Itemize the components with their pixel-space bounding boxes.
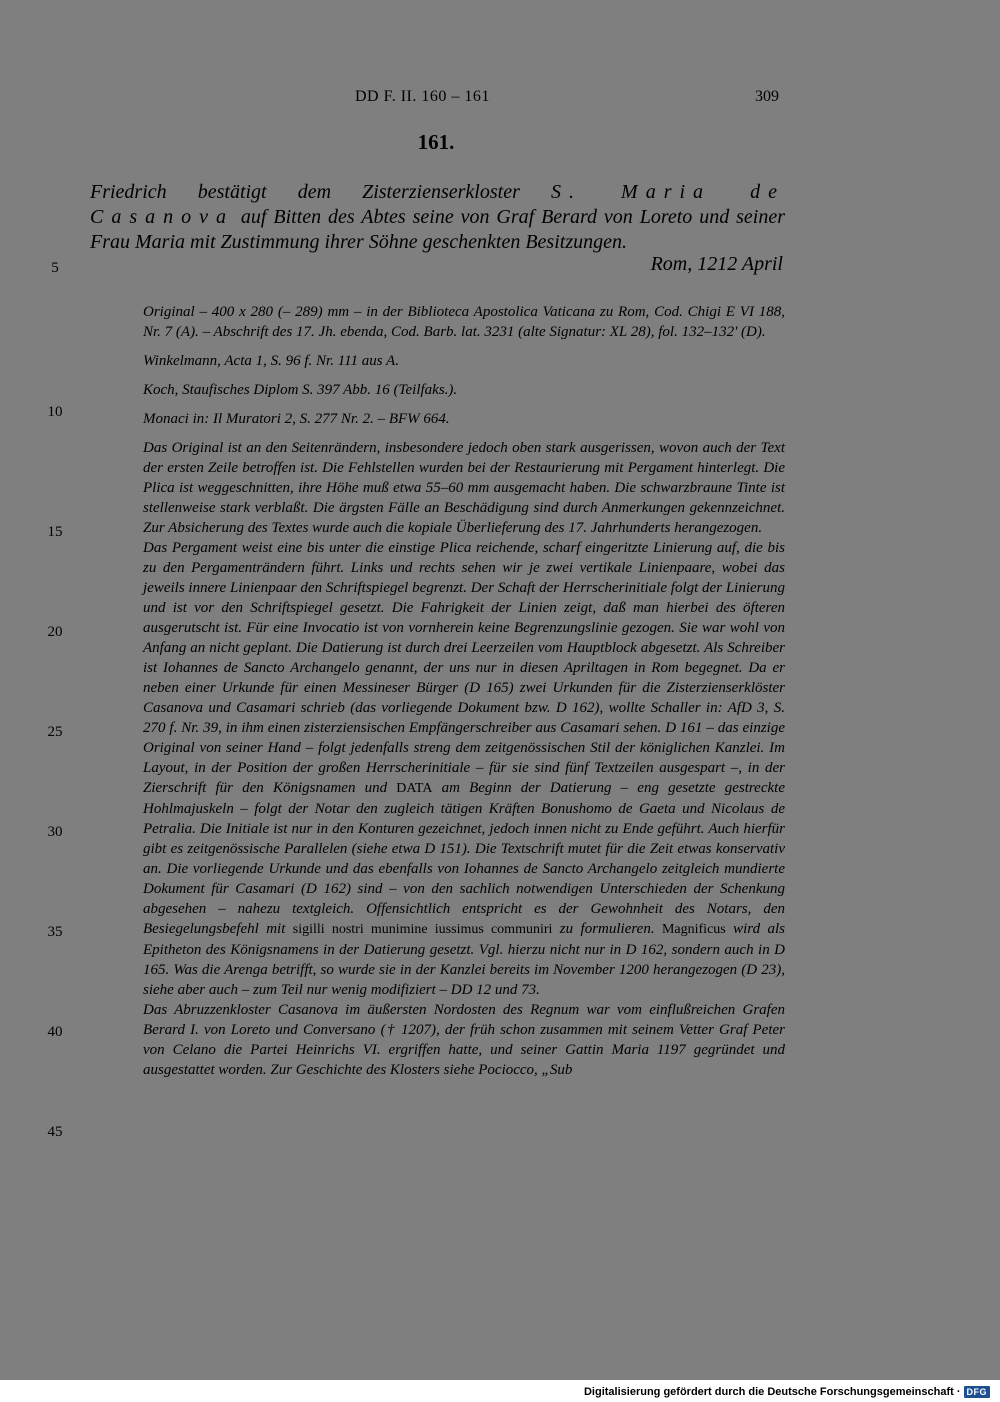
line-number: 15 <box>47 524 63 540</box>
line-number: 35 <box>47 924 63 940</box>
para2-b: am Beginn der Datierung – eng gesetzte gestreckte Hohlmajuskeln – folgt der Notar den zugleich tätigen Kräften Bonushomo de Gaeta und Nicolaus de Petralia. Die Initiale ist nur in den Konturen gezeichnet, jedoch innen nicht zu Ende geführt. Auch hierfür gibt es zeitgenössische Parallelen (siehe etwa D 151). Die Textschrift mutet für die Zeit etwas konservativ an. Die vorliegende Urkunde und das ebenfalls von Iohannes de Sancto Archangelo zeitgleich mundierte Dokument für Casamari (D 162) sind – von den sachlich notwendigen Unterschieden der Schenkung abgesehen – nahezu textgleich. Offensichtlich entspricht es der Gewohnheit des Notars, den Besiegelungsbefehl mit <box>143 780 785 937</box>
para2-d: wird als Epitheton des Königsnamens in der Datierung gesetzt. Vgl. hierzu nicht nur in D 162, sondern auch in D 165. Was die Arenga betrifft, so wurde sie in der Kanzlei bereits im November 1200 herangezogen (D 23), siehe aber auch – zum Teil nur wenig modifiziert – DD 12 und 73. <box>143 921 785 998</box>
line-number: 30 <box>47 824 63 840</box>
line-number: 45 <box>47 1124 63 1140</box>
line-number: 40 <box>47 1024 63 1040</box>
para2-sigilli: sigilli nostri munimine iussimus communiri <box>292 922 553 937</box>
regest-monastery: S. Maria de Casanova <box>90 181 785 228</box>
note-paragraph-3: Das Abruzzenkloster Casanova im äußersten Nordosten des Regnum war vom einflußreichen Grafen Berard I. von Loreto und Conversano († 1207), der früh schon zusammen mit seinem Vetter Graf Peter von Celano die Partei Heinrichs VI. ergriffen hatte, und seiner Gattin Maria 1197 gegründet und ausgestattet worden. Zur Geschichte des Klosters siehe Pociocco, „Sub <box>143 1002 785 1078</box>
para2-c: zu formulieren. <box>552 921 662 937</box>
document-number: 161. <box>417 130 455 154</box>
para2-magnificus: Magnificus <box>661 922 726 937</box>
page-number: 309 <box>755 88 779 105</box>
line-number: 20 <box>47 624 63 640</box>
footer-credit <box>584 1386 990 1398</box>
line-number: 5 <box>51 260 59 276</box>
note-koch: Koch, Staufisches Diplom S. 397 Abb. 16 (Teilfaks.). <box>143 382 458 398</box>
regest-text <box>90 180 785 255</box>
note-monaci: Monaci in: Il Muratori 2, S. 277 Nr. 2. – BFW 664. <box>143 411 450 427</box>
line-number: 25 <box>47 724 63 740</box>
running-title: DD F. II. 160 – 161 <box>355 88 490 105</box>
dfg-logo-icon: DFG <box>964 1386 991 1398</box>
footer-text: Digitalisierung gefördert durch die Deutsche Forschungsgemeinschaft · <box>583 1386 961 1398</box>
commentary <box>143 302 785 1080</box>
regest-part1: Friedrich bestätigt dem Zisterzienserkloster <box>90 181 551 203</box>
line-number: 10 <box>47 404 63 420</box>
para2-a: Das Pergament weist eine bis unter die einstige Plica reichende, scharf eingeritzte Linierung auf, die bis zu den Pergamenträndern führt. Links und rechts sehen wir je zwei vertikale Linienpaare, wobei das jeweils innere Linienpaar den Schriftspiegel begrenzt. Der Schaft der Herrscherinitiale folgt der Linierung und ist vor den Schriftspiegel gesetzt. Die Fahrigkeit der Linien zeigt, daß man hierbei des öfteren ausgerutscht ist. Für eine Invocatio ist von vornherein keine Begrenzungslinie gezogen. Sie war wohl von Anfang an nicht geplant. Die Datierung ist durch drei Leerzeilen vom Hauptblock abgesetzt. Als Schreiber ist Iohannes de Sancto Archangelo genannt, der uns nur in diesen Apriltagen in Rom begegnet. Da er neben einer Urkunde für einen Messineser Bürger (D 165) zwei Urkunden für die Zisterzienserklöster Casanova und Casamari schrieb (das vorliegende Dokument bzw. D 162), wollte Schaller in: AfD 3, S. 270 f. Nr. 39, in ihm einen zisterziensischen Empfängerschreiber aus Casamari sehen. D 161 – das einzige Original von seiner Hand – folgt jedenfalls streng dem zeitgenössischen Stil der königlichen Kanzlei. Im Layout, in der Position der großen Herrscherinitiale – für sie sind fünf Textzeilen ausgespart –, in der Zierschrift für den Königsnamen und <box>143 540 785 796</box>
note-paragraph-2 <box>143 538 785 1000</box>
note-winkelmann: Winkelmann, Acta 1, S. 96 f. Nr. 111 aus A. <box>143 353 399 369</box>
regest-part2: auf Bitten des Abtes seine von Graf Berard von Loreto und seiner Frau Maria mit Zustimmung ihrer Söhne geschenkten Besitzungen. <box>90 206 785 253</box>
place-date: Rom, 1212 April <box>650 253 783 275</box>
note-paragraph-1: Das Original ist an den Seitenrändern, insbesondere jedoch oben stark ausgerissen, wovon auch der Text der ersten Zeile betroffen ist. Die Fehlstellen wurden bei der Restaurierung mit Pergament hinterlegt. Die Plica ist weggeschnitten, ihre Höhe muß etwa 55–60 mm ausgemacht haben. Die schwarzbraune Tinte ist stellenweise stark verblaßt. Die ärgsten Fälle an Beschädigung sind durch Anmerkungen gekennzeichnet. Zur Absicherung des Textes wurde auch die kopiale Überlieferung des 17. Jahrhunderts herangezogen. <box>143 440 785 536</box>
note-original: Original – 400 x 280 (– 289) mm – in der Biblioteca Apostolica Vaticana zu Rom, Cod. Chigi E VI 188, Nr. 7 (A). – Abschrift des 17. Jh. ebenda, Cod. Barb. lat. 3231 (alte Signatur: XL 28), fol. 132–132' (D). <box>143 304 785 340</box>
para2-data: DATA <box>396 781 433 796</box>
